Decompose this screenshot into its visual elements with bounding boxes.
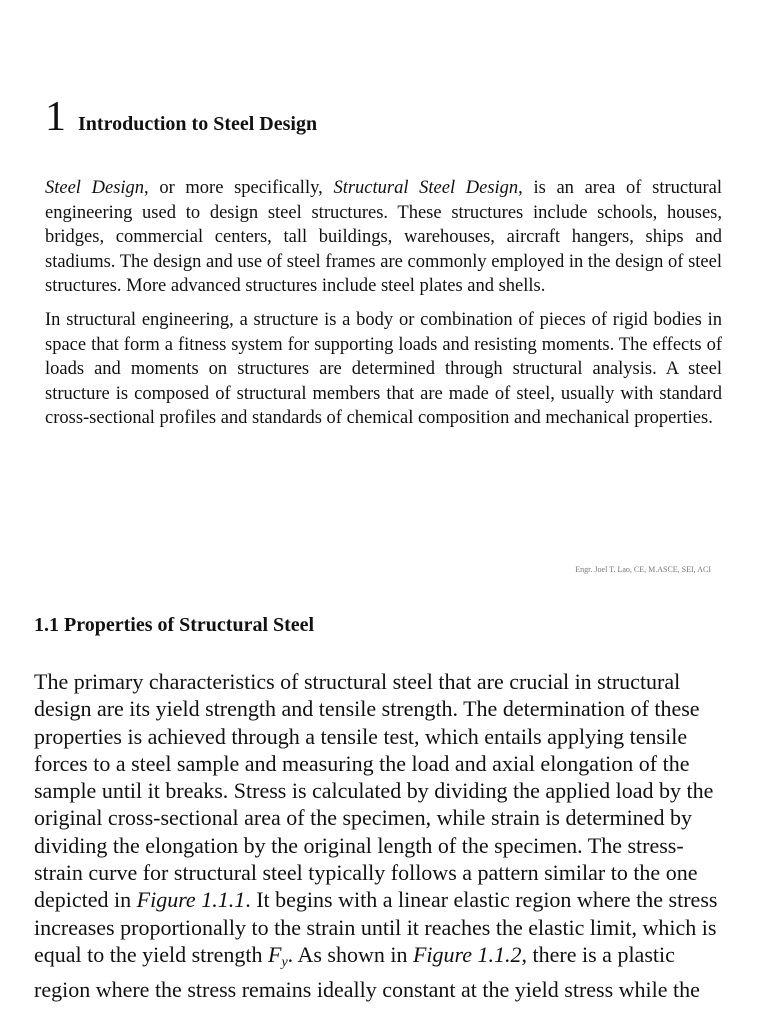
section-body-paragraph — [34, 668, 732, 1004]
author-footer-note: Engr. Joel T. Lao, CE, M.ASCE, SEI, ACI — [575, 565, 711, 574]
body-text-2: . It begins with a linear elastic region where the stress increases proportionally to the strain until it reaches the elastic limit, which is equal to the yield strength — [34, 887, 718, 967]
body-text-1: The primary characteristics of structural steel that are crucial in structural design are its yield strength and tensile strength. The determination of these properties is achieved through a tensile test, which entails applying tensile forces to a steel sample and measuring the load and axial elongation of the sample until it breaks. Stress is calculated by dividing the applied load by the original cross-sectional area of the specimen, while strain is determined by dividing the elongation by the original length of the specimen. The stress-strain curve for structural steel typically follows a pattern similar to the one depicted in — [34, 669, 714, 913]
section-heading: 1.1 Properties of Structural Steel — [34, 614, 315, 636]
figure-reference-1: Figure 1.1.1 — [136, 887, 246, 913]
intro-paragraph-2: In structural engineering, a structure is a body or combination of pieces of rigid bodies in space that form a fitness system for supporting loads and resisting moments. The effects of loads and moments on structures are determined through structural analysis. A steel structure is composed of structural members that are made of steel, usually with standard cross-sectional profiles and standards of chemical composition and mechanical properties. — [45, 309, 722, 429]
term-structural-steel-design: Structural Steel Design — [333, 178, 519, 198]
body-text-3: . As shown in — [287, 941, 413, 967]
yield-strength-symbol: F — [268, 941, 282, 967]
chapter-title: Introduction to Steel Design — [78, 113, 318, 135]
body-text-4: , there is a plastic region where the stress remains ideally constant at the yield stress while the — [34, 941, 700, 1003]
intro-paragraph-1 — [45, 176, 722, 299]
intro-text-2: , is an area of structural engineering used to design steel structures. These structures include schools, houses, bridges, commercial centers, tall buildings, warehouses, aircraft hangers, ships and stadiums. The design and use of steel frames are commonly employed in the design of steel structures. More advanced structures include steel plates and shells. — [45, 178, 722, 297]
term-steel-design: Steel Design — [45, 178, 145, 198]
chapter-heading — [45, 96, 317, 138]
intro-text-1: , or more specifically, — [144, 178, 334, 198]
intro-section — [45, 176, 722, 440]
figure-reference-2: Figure 1.1.2 — [412, 941, 522, 967]
chapter-number: 1 — [45, 94, 66, 140]
yield-strength-subscript: y — [281, 954, 288, 970]
